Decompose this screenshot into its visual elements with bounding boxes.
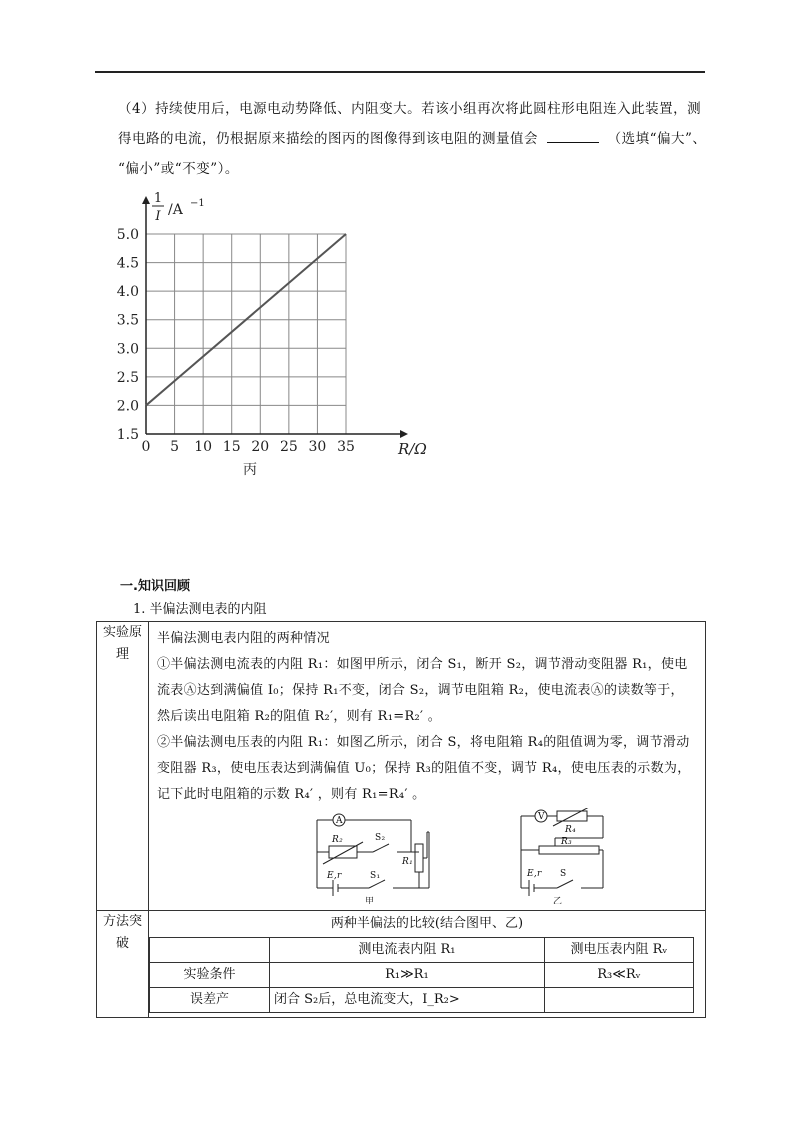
- y-label-denominator: I: [155, 209, 161, 224]
- table-cell: [544, 988, 693, 1013]
- principle-voltmeter: ②半偏法测电压表的内阻 R₁：如图乙所示，闭合 S，将电阻箱 R₄的阻值调为零，调节滑动变阻器 R₃，使电压表达到满偏值 U₀；保持 R₃的阻值不变，调节 R₄，使电压表的示数为，记下此时电阻箱的示数 R₄′ ，则有 R₁=R₄′ 。: [157, 735, 691, 802]
- r1-label: R₁: [402, 857, 413, 867]
- x-tick-label: 30: [308, 439, 327, 455]
- voltmeter-label: V: [538, 812, 545, 822]
- circuit-diagrams: [157, 808, 697, 904]
- principle-ammeter: ①半偏法测电流表的内阻 R₁：如图甲所示，闭合 S₁，断开 S₂，调节滑动变阻器 R₁，使电流表Ⓐ达到满偏值 I₀；保持 R₁不变，闭合 S₂，调节电阻箱 R₂，使电流表Ⓐ的读数等于，然后读出电阻箱 R₂的阻值 R₂′，则有 R₁=R₂′ 。: [157, 657, 688, 724]
- chart-ticks: [117, 227, 355, 455]
- question-line-2a: 得电路的电流，仍根据原来描绘的图丙的图像得到该电阻的测量值会: [118, 131, 538, 147]
- section-subtitle: 1. 半偏法测电表的内阻: [133, 602, 267, 617]
- answer-blank[interactable]: [547, 129, 599, 143]
- chart-axes: [142, 196, 408, 438]
- table-cell: R₁≫R₁: [270, 963, 545, 988]
- y-tick-label: 1.5: [116, 427, 139, 443]
- switch-label: S: [560, 869, 567, 879]
- question-line-1: （4）持续使用后，电源电动势降低、内阻变大。若该小组再次将此圆柱形电阻连入此装置，测: [118, 101, 702, 117]
- row-label-principle: 实验原理: [97, 622, 149, 911]
- source-b-label: E,r: [527, 869, 542, 879]
- x-axis-label: R/Ω: [398, 440, 427, 458]
- principle-heading: 半偏法测电表内阻的两种情况: [157, 631, 330, 646]
- x-tick-label: 10: [194, 439, 213, 455]
- source-a-label: E,r: [327, 871, 342, 881]
- ammeter-label: A: [336, 816, 343, 826]
- x-tick-label: 0: [141, 439, 151, 455]
- table-cell: 实验条件: [150, 963, 270, 988]
- circuit-b: [521, 808, 603, 896]
- method-content: [149, 911, 706, 1018]
- header-rule: [95, 71, 705, 73]
- chart-caption: 丙: [243, 462, 257, 478]
- caption-jia: 甲: [365, 897, 375, 904]
- y-tick-label: 4.0: [116, 284, 139, 301]
- comparison-row: [150, 963, 694, 988]
- principle-content: [149, 622, 706, 911]
- x-tick-label: 35: [337, 439, 355, 455]
- row-principle: [97, 622, 706, 911]
- y-tick-label: 2.5: [116, 369, 139, 386]
- table-cell: 误差产: [150, 988, 270, 1013]
- section-title: 一.知识回顾: [120, 579, 190, 594]
- y-label-numerator: 1: [153, 191, 163, 206]
- y-label-unit: /A: [168, 202, 183, 218]
- y-tick-label: 2.0: [116, 398, 139, 415]
- header-cell: [150, 938, 270, 963]
- r3-label: R₃: [561, 837, 572, 847]
- circuit-svg: [157, 808, 697, 904]
- table-cell: R₃≪Rᵥ: [544, 963, 693, 988]
- header-cell: 测电压表内阻 Rᵥ: [544, 938, 693, 963]
- table-cell: 闭合 S₂后，总电流变大，I_R₂>: [270, 988, 545, 1013]
- x-tick-label: 20: [251, 439, 270, 455]
- question-line-3: “偏小”或“不变”）。: [118, 161, 239, 177]
- y-tick-label: 4.5: [116, 255, 139, 272]
- comparison-header: [150, 938, 694, 963]
- knowledge-table: [96, 621, 706, 1018]
- y-tick-label: 3.5: [116, 312, 139, 329]
- row-method: [97, 911, 706, 1018]
- x-axis-arrow: [400, 430, 408, 438]
- row-label-method: 方法突破: [97, 911, 149, 1018]
- comparison-row: [150, 988, 694, 1013]
- s1-label: S₁: [370, 871, 381, 881]
- r4-label: R₄: [565, 825, 576, 835]
- header-cell: 测电流表内阻 R₁: [270, 938, 545, 963]
- x-tick-label: 5: [170, 439, 180, 455]
- y-tick-label: 3.0: [116, 341, 139, 358]
- s2-label: S₂: [375, 833, 386, 843]
- x-tick-label: 25: [279, 439, 298, 455]
- y-tick-label: 5.0: [116, 227, 139, 243]
- question-4: [118, 94, 708, 184]
- y-label-exponent: −1: [190, 198, 205, 209]
- x-tick-label: 15: [222, 439, 241, 455]
- caption-yi: 乙: [553, 897, 563, 904]
- y-axis-arrow: [142, 196, 150, 204]
- r2-label: R₂: [332, 835, 343, 845]
- chart-bing: [110, 190, 450, 490]
- chart-grid: [146, 234, 346, 434]
- question-line-2b: （选填“偏大”、: [607, 131, 707, 147]
- comparison-table: [149, 937, 694, 1013]
- chart-svg: [110, 190, 450, 490]
- comparison-title: 两种半偏法的比较(结合图甲、乙): [330, 916, 524, 931]
